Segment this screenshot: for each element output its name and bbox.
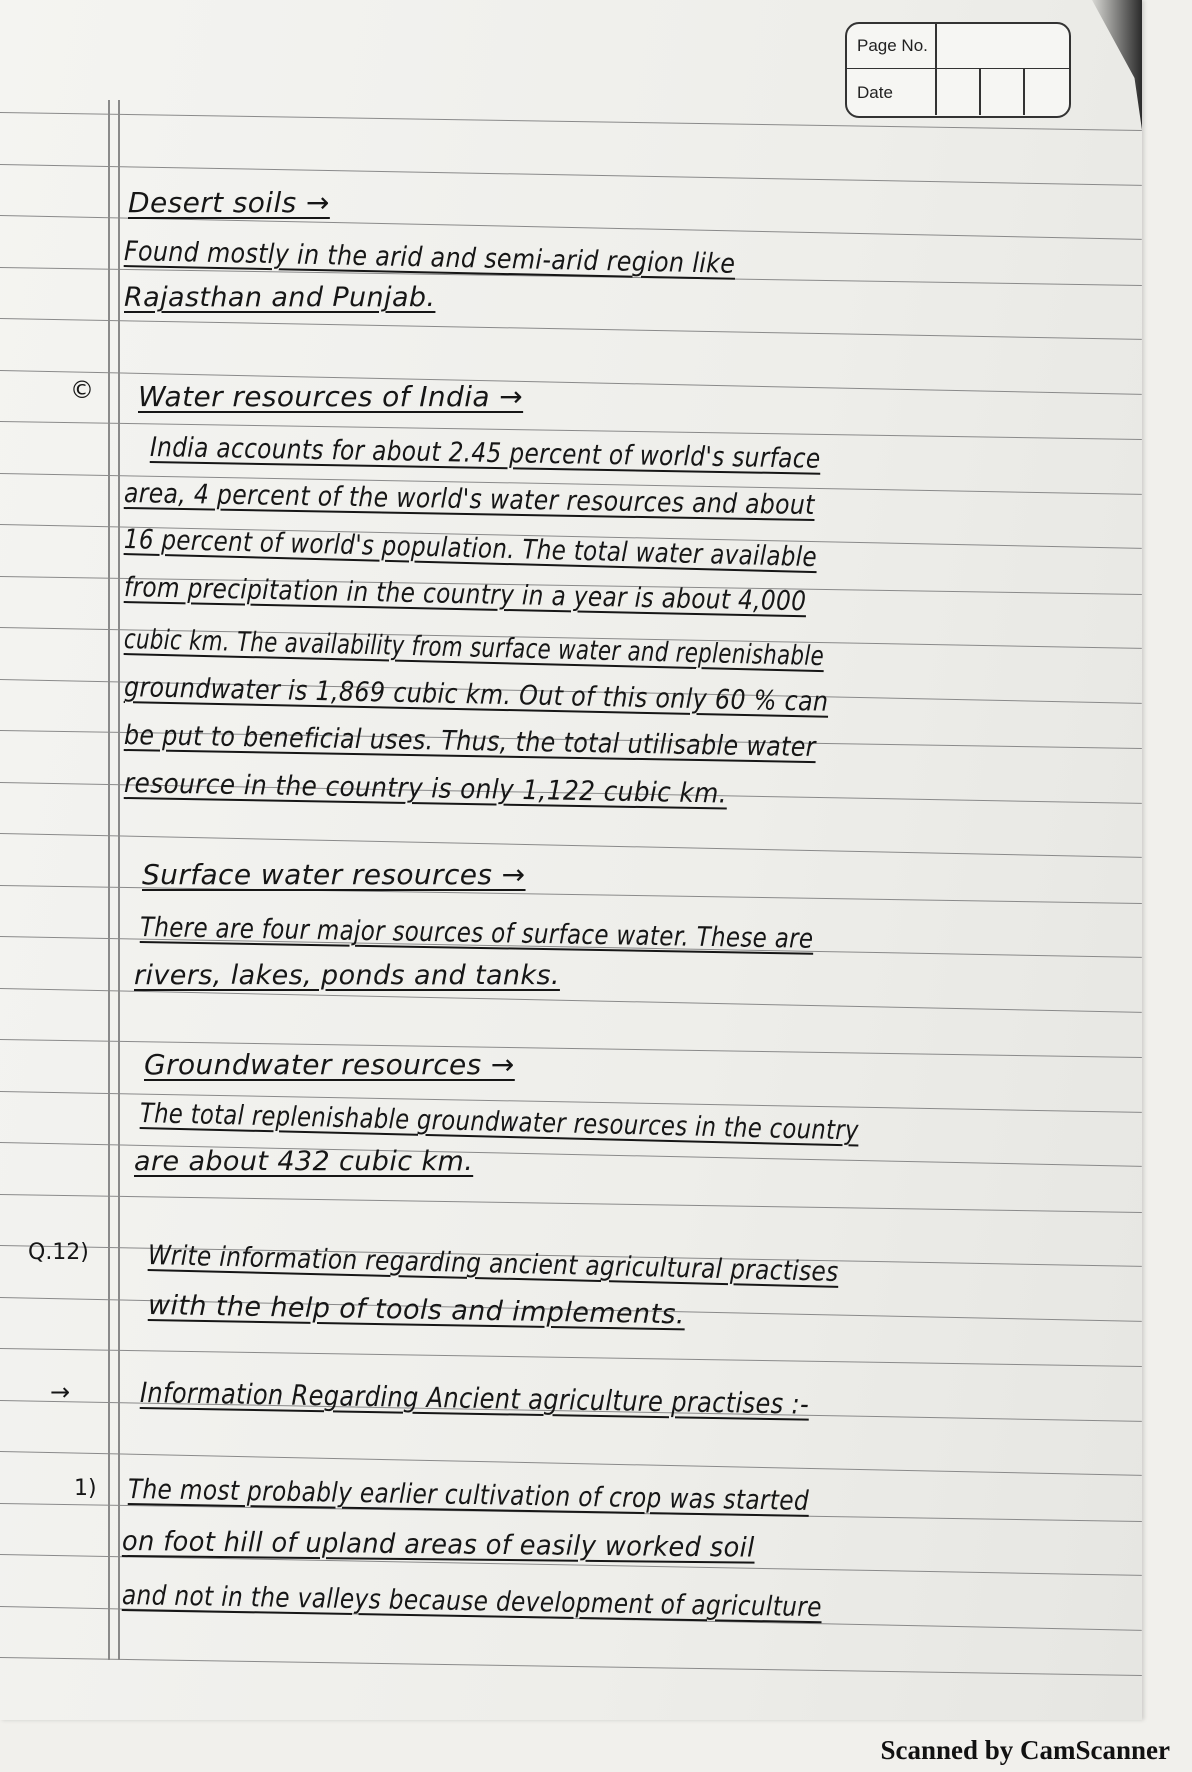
answer-arrow: → (50, 1378, 71, 1406)
question-number: Q.12) (28, 1240, 89, 1265)
box-divider (979, 69, 981, 115)
box-divider (1023, 69, 1025, 115)
answer-heading: Information Regarding Ancient agriculture practises :- (139, 1376, 810, 1421)
question-line: with the help of tools and implements. (147, 1290, 686, 1331)
ruled-line (0, 833, 1142, 858)
answer-line: on foot hill of upland areas of easily worked soil (121, 1526, 755, 1564)
groundwater-line: are about 432 cubic km. (134, 1146, 474, 1177)
page-date-box (845, 22, 1071, 118)
desert-soils-heading: Desert soils → (128, 186, 330, 219)
water-resources-line: be put to beneficial uses. Thus, the total utilisable water (123, 720, 817, 764)
water-resources-line: 16 percent of world's population. The total water available (123, 524, 818, 574)
ruled-line (0, 318, 1142, 340)
water-resources-line: India accounts for about 2.45 percent of world's surface (149, 432, 821, 475)
box-divider (935, 69, 937, 115)
desert-soils-line: Rajasthan and Punjab. (124, 282, 436, 313)
page-no-label: Page No. (857, 36, 928, 55)
box-divider (935, 24, 937, 68)
surface-water-heading: Surface water resources → (142, 858, 526, 891)
groundwater-line: The total replenishable groundwater resources in the country (139, 1098, 860, 1147)
groundwater-heading: Groundwater resources → (144, 1048, 515, 1081)
question-line: Write information regarding ancient agricultural practises (147, 1240, 839, 1288)
margin-line (118, 100, 120, 1660)
ruled-line (0, 1194, 1142, 1213)
ruled-line (0, 988, 1142, 1013)
ruled-line (0, 1451, 1142, 1476)
water-resources-line: cubic km. The availability from surface water and replenishable (123, 624, 825, 673)
desert-soils-line: Found mostly in the arid and semi-arid region like (123, 236, 736, 280)
answer-line: The most probably earlier cultivation of crop was started (127, 1474, 810, 1517)
ruled-line (0, 1657, 1142, 1676)
water-resources-line: area, 4 percent of the world's water resources and about (123, 478, 815, 522)
date-row (847, 69, 1069, 115)
water-resources-line: groundwater is 1,869 cubic km. Out of this only 60 % can (123, 672, 829, 718)
page-curl-shadow (1092, 0, 1142, 130)
surface-water-line: rivers, lakes, ponds and tanks. (134, 960, 560, 991)
water-resources-heading: Water resources of India → (138, 380, 524, 413)
page-no-row (847, 24, 1069, 69)
water-resources-line: resource in the country is only 1,122 cubic km. (123, 768, 728, 810)
margin-line (108, 100, 110, 1660)
scanner-watermark: Scanned by CamScanner (880, 1735, 1170, 1765)
answer-line: and not in the valleys because development of agriculture (121, 1580, 823, 1624)
date-label: Date (857, 83, 893, 102)
surface-water-line: There are four major sources of surface water. These are (139, 912, 814, 955)
water-resources-line: from precipitation in the country in a year is about 4,000 (123, 572, 807, 618)
point-number: 1) (74, 1476, 97, 1501)
ruled-line (0, 164, 1142, 186)
ruled-line (0, 1348, 1142, 1367)
section-marker: © (70, 376, 94, 404)
